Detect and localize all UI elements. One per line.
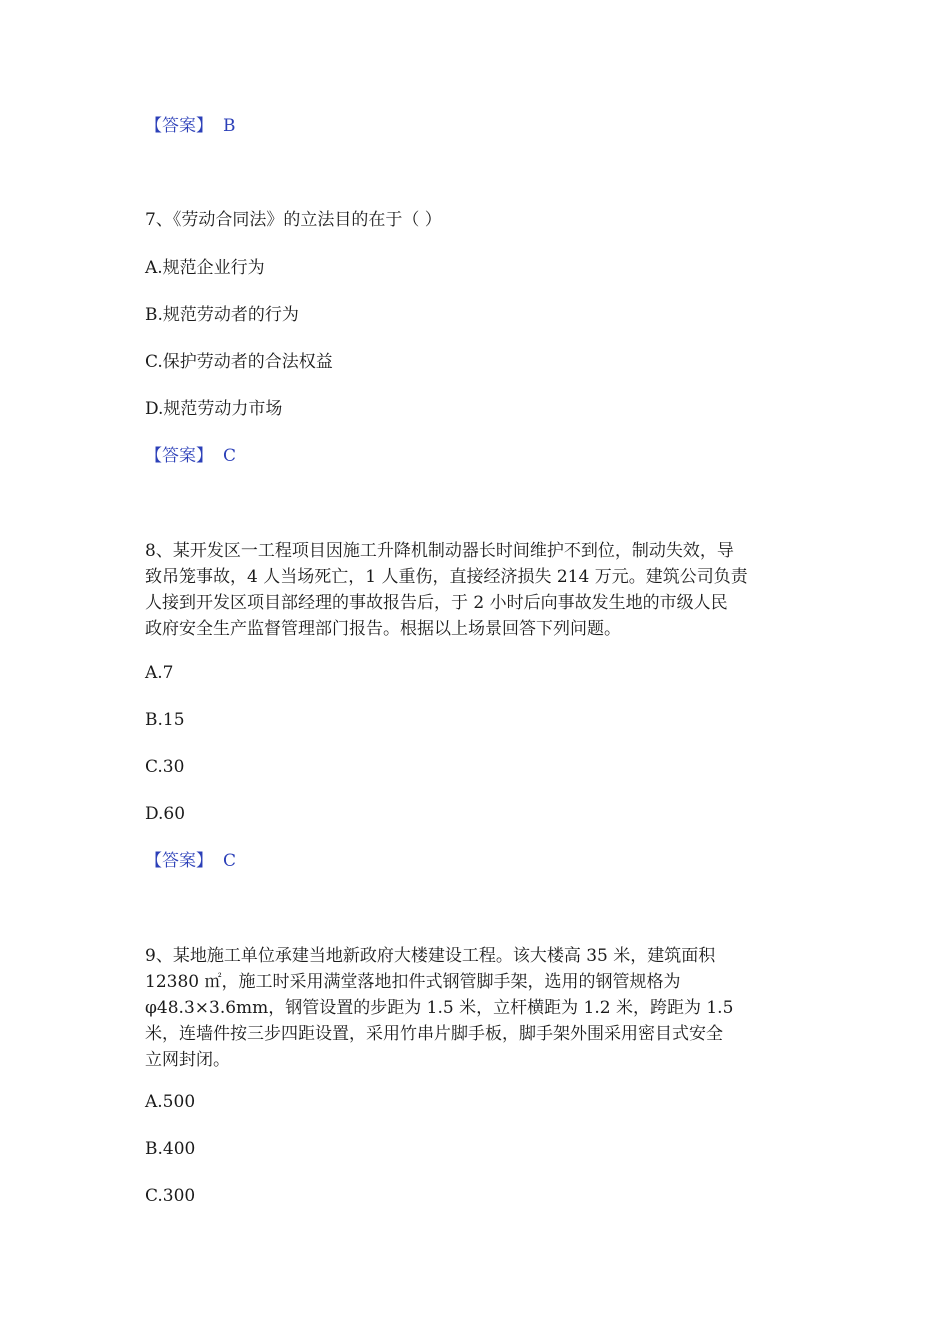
question-8-stem-line: 人接到开发区项目部经理的事故报告后，于 2 小时后向事故发生地的市级人民	[145, 593, 728, 613]
answer-value: C	[223, 851, 237, 871]
question-9-stem-line: φ48.3×3.6mm，钢管设置的步距为 1.5 米，立杆横距为 1.2 米，跨距为 1.5	[145, 998, 734, 1018]
question-9-stem	[145, 943, 805, 1073]
question-8-option-a: A.7	[145, 663, 174, 683]
question-7-option-d: D.规范劳动力市场	[145, 399, 283, 419]
question-7-stem: 7、《劳动合同法》的立法目的在于（ ）	[145, 210, 442, 230]
answer-label: 【答案】	[145, 116, 213, 136]
question-9-option-c: C.300	[145, 1186, 196, 1206]
question-8-stem-line: 8、某开发区一工程项目因施工升降机制动器长时间维护不到位，制动失效，导	[145, 541, 734, 561]
answer-q6	[145, 113, 236, 139]
question-7-option-a: A.规范企业行为	[145, 258, 265, 278]
question-9-stem-line: 米，连墙件按三步四距设置，采用竹串片脚手板，脚手架外围采用密目式安全	[145, 1024, 723, 1044]
question-9-stem-line: 立网封闭。	[145, 1050, 230, 1070]
question-8-option-d: D.60	[145, 804, 186, 824]
question-8-option-c: C.30	[145, 757, 185, 777]
question-9-stem-line: 12380 ㎡，施工时采用满堂落地扣件式钢管脚手架，选用的钢管规格为	[145, 972, 681, 992]
question-9-option-a: A.500	[145, 1092, 196, 1112]
answer-value: C	[223, 446, 237, 466]
question-8-stem	[145, 538, 805, 642]
question-8-stem-line: 政府安全生产监督管理部门报告。根据以上场景回答下列问题。	[145, 619, 621, 639]
answer-label: 【答案】	[145, 851, 213, 871]
answer-q7	[145, 443, 236, 469]
answer-label: 【答案】	[145, 446, 213, 466]
question-7-option-c: C.保护劳动者的合法权益	[145, 352, 333, 372]
question-8-option-b: B.15	[145, 710, 185, 730]
answer-q8	[145, 848, 236, 874]
question-7-option-b: B.规范劳动者的行为	[145, 305, 299, 325]
question-8-stem-line: 致吊笼事故，4 人当场死亡，1 人重伤，直接经济损失 214 万元。建筑公司负责	[145, 567, 748, 587]
question-9-stem-line: 9、某地施工单位承建当地新政府大楼建设工程。该大楼高 35 米，建筑面积	[145, 946, 716, 966]
question-9-option-b: B.400	[145, 1139, 196, 1159]
answer-value: B	[223, 116, 236, 136]
